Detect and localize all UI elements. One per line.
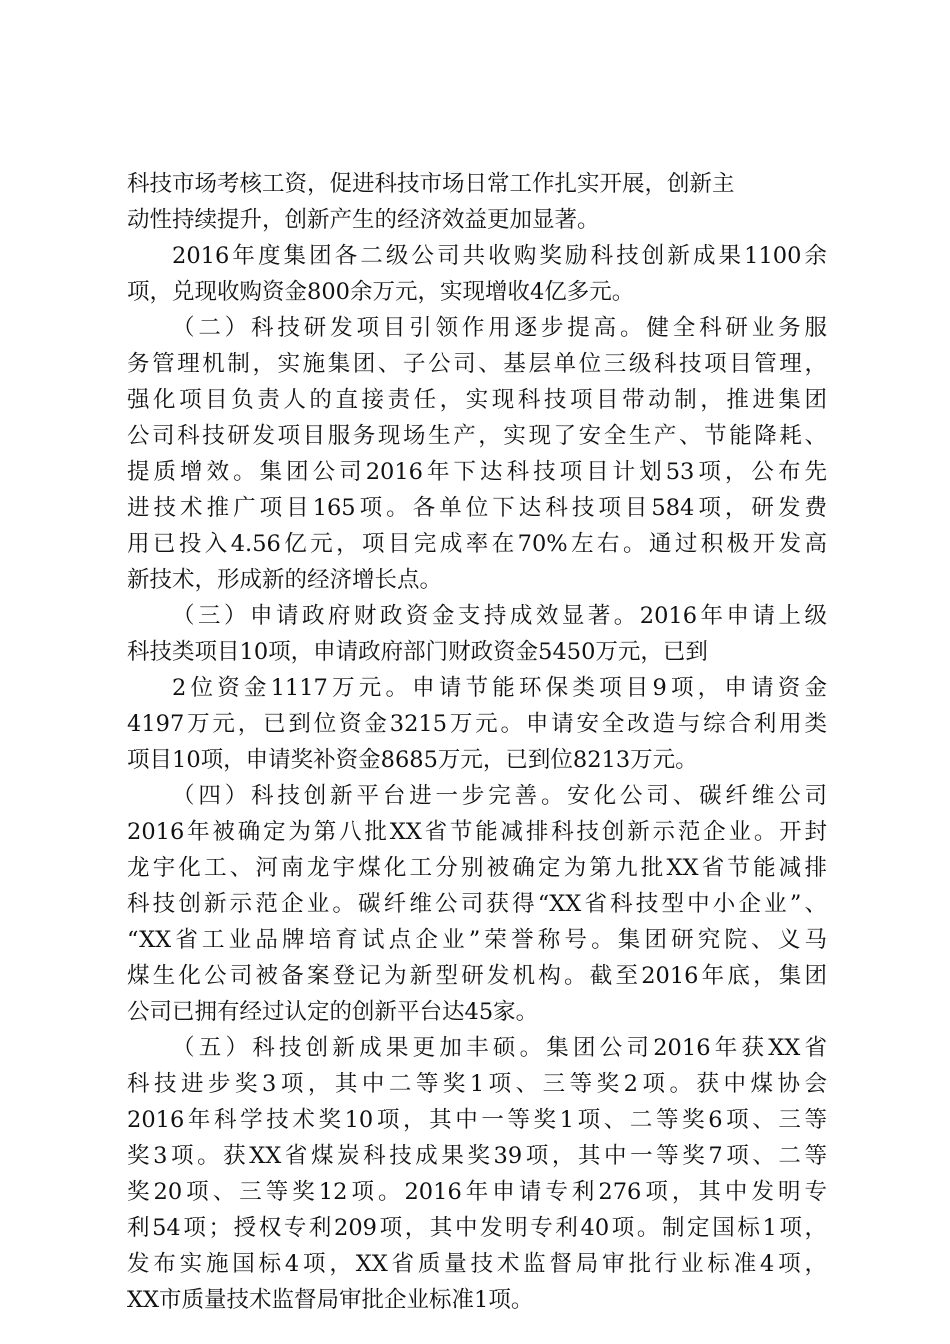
text-line: （四）科技创新平台进一步完善。安化公司、碳纤维公司 — [172, 783, 827, 809]
text-line: 进技术推广项目165项。各单位下达科技项目584项，研发费 — [127, 495, 827, 521]
text-line: 煤生化公司被备案登记为新型研发机构。截至2016年底，集团 — [127, 963, 827, 989]
text-line: 4197万元，已到位资金3215万元。申请安全改造与综合利用类 — [127, 711, 827, 737]
text-line: 动性持续提升，创新产生的经济效益更加显著。 — [127, 207, 600, 233]
text-line: XX市质量技术监督局审批企业标准1项。 — [127, 1287, 534, 1313]
text-line: 2016年度集团各二级公司共收购奖励科技创新成果1100余 — [172, 243, 827, 269]
text-line: 新技术，形成新的经济增长点。 — [127, 567, 443, 593]
text-line: 科技类项目10项，申请政府部门财政资金5450万元，已到 — [127, 639, 708, 665]
text-line: 强化项目负责人的直接责任，实现科技项目带动制，推进集团 — [127, 387, 827, 413]
text-line: 2位资金1117万元。申请节能环保类项目9项，申请资金 — [172, 675, 827, 701]
text-line: 用已投入4.56亿元，项目完成率在70%左右。通过积极开发高 — [127, 531, 827, 557]
text-line: 科技市场考核工资，促进科技市场日常工作扎实开展，创新主 — [127, 171, 735, 197]
text-line: 务管理机制，实施集团、子公司、基层单位三级科技项目管理， — [127, 351, 827, 377]
text-line: 发布实施国标4项，XX省质量技术监督局审批行业标准4项， — [127, 1251, 827, 1277]
text-line: （五）科技创新成果更加丰硕。集团公司2016年获XX省 — [172, 1035, 827, 1061]
text-line: 科技进步奖3项，其中二等奖1项、三等奖2项。获中煤协会 — [127, 1071, 827, 1097]
text-line: （二）科技研发项目引领作用逐步提高。健全科研业务服 — [172, 315, 827, 341]
text-line: 公司已拥有经过认定的创新平台达45家。 — [127, 999, 539, 1025]
text-line: 科技创新示范企业。碳纤维公司获得“XX省科技型中小企业”、 — [127, 891, 827, 917]
text-line: （三）申请政府财政资金支持成效显著。2016年申请上级 — [172, 603, 827, 629]
text-line: “XX省工业品牌培育试点企业”荣誉称号。集团研究院、义马 — [127, 927, 827, 953]
text-line: 项目10项，申请奖补资金8685万元，已到位8213万元。 — [127, 747, 698, 773]
text-line: 奖20项、三等奖12项。2016年申请专利276项，其中发明专 — [127, 1179, 827, 1205]
text-line: 2016年科学技术奖10项，其中一等奖1项、二等奖6项、三等 — [127, 1107, 827, 1133]
text-line: 2016年被确定为第八批XX省节能减排科技创新示范企业。开封 — [127, 819, 827, 845]
text-line: 利54项；授权专利209项，其中发明专利40项。制定国标1项， — [127, 1215, 827, 1241]
text-line: 项，兑现收购资金800余万元，实现增收4亿多元。 — [127, 279, 635, 305]
text-line: 奖3项。获XX省煤炭科技成果奖39项，其中一等奖7项、二等 — [127, 1143, 827, 1169]
text-line: 龙宇化工、河南龙宇煤化工分别被确定为第九批XX省节能减排 — [127, 855, 827, 881]
text-line: 提质增效。集团公司2016年下达科技项目计划53项，公布先 — [127, 459, 827, 485]
text-line: 公司科技研发项目服务现场生产，实现了安全生产、节能降耗、 — [127, 423, 827, 449]
